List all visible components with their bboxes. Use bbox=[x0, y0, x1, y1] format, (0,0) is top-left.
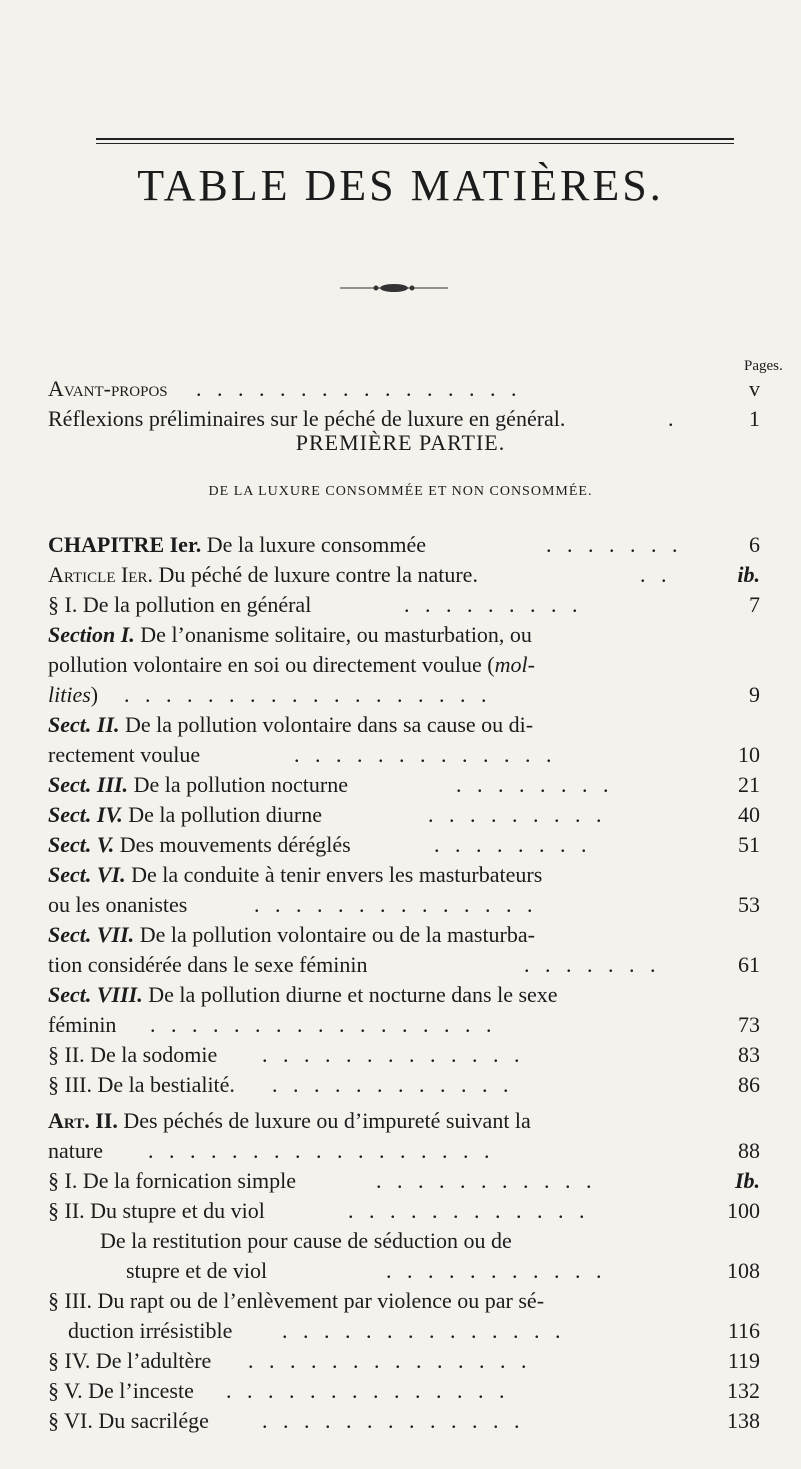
entry-label: Sect. II. bbox=[48, 712, 120, 737]
entry-text: De la luxure consommée bbox=[206, 532, 427, 557]
entry-text-line1: Du rapt ou de l’enlèvement par violence ou par sé- bbox=[97, 1288, 545, 1313]
toc-entry-sect-2[interactable] bbox=[0, 710, 801, 740]
leader-dots: . . . . . . . bbox=[546, 532, 683, 557]
toc-entry-restitution[interactable] bbox=[0, 1226, 801, 1256]
leader-dots: . . . . . . . . . . . . . . . . bbox=[196, 376, 522, 401]
part-title: PREMIÈRE PARTIE. bbox=[295, 430, 506, 455]
toc-entry-s3-bestialite[interactable] bbox=[0, 1070, 801, 1100]
entry-page: 108 bbox=[727, 1258, 760, 1283]
entry-label: Sect. VII. bbox=[48, 922, 135, 947]
entry-text-line1: De la restitution pour cause de séduction ou de bbox=[100, 1228, 512, 1253]
leader-dots: . . . . . . . . . . . . . bbox=[294, 742, 557, 767]
toc-entry-a2-s3-end[interactable] bbox=[0, 1316, 801, 1346]
leader-dots: . . bbox=[640, 562, 672, 587]
page-title: TABLE DES MATIÈRES. bbox=[137, 161, 664, 210]
leader-dots: . . . . . . . . . . . . bbox=[348, 1198, 590, 1223]
toc-entry-sect-8[interactable] bbox=[0, 980, 801, 1010]
toc-entry-a2-s2[interactable] bbox=[0, 1196, 801, 1226]
entry-page: 21 bbox=[738, 772, 760, 797]
entry-text-line2: duction irrésistible bbox=[68, 1318, 233, 1343]
entry-label: Art. II. bbox=[48, 1108, 118, 1133]
entry-page: 119 bbox=[727, 1348, 760, 1373]
leader-dots: . . . . . . . . bbox=[434, 832, 592, 857]
entry-text-line1: De la pollution diurne et nocturne dans le sexe bbox=[148, 982, 558, 1007]
toc-entry-article-1[interactable] bbox=[0, 560, 801, 590]
toc-entry-s1-pollution[interactable] bbox=[0, 590, 801, 620]
entry-text: Des mouvements déréglés bbox=[119, 832, 351, 857]
toc-entry-section-1[interactable] bbox=[0, 620, 801, 650]
entry-text-line1: De la pollution volontaire dans sa cause ou di- bbox=[125, 712, 534, 737]
toc-entry-a2-s5[interactable] bbox=[0, 1376, 801, 1406]
entry-label: § III. bbox=[48, 1288, 92, 1313]
entry-page: 1 bbox=[749, 406, 760, 431]
entry-text-line1: Des péchés de luxure ou d’impureté suivant la bbox=[123, 1108, 531, 1133]
leader-dots: . . . . . . . . . . . . bbox=[272, 1072, 514, 1097]
entry-text: De la pollution nocturne bbox=[133, 772, 349, 797]
entry-page: 138 bbox=[727, 1408, 760, 1433]
ornament-divider-icon bbox=[340, 282, 448, 294]
top-rule bbox=[96, 138, 734, 140]
entry-label: § I. bbox=[48, 592, 78, 617]
entry-page: Ib. bbox=[734, 1168, 760, 1193]
entry-page: 9 bbox=[749, 682, 760, 707]
entry-text-line2: nature bbox=[48, 1138, 103, 1163]
entry-label: Sect. VIII. bbox=[48, 982, 143, 1007]
part-subtitle: DE LA LUXURE CONSOMMÉE ET NON CONSOMMÉE. bbox=[208, 484, 593, 499]
entry-text: De la sodomie bbox=[90, 1042, 218, 1067]
leader-dots: . . . . . . . . . bbox=[428, 802, 607, 827]
toc-entry-sect-6-end[interactable] bbox=[0, 890, 801, 920]
toc-entry-sect-7-end[interactable] bbox=[0, 950, 801, 980]
entry-label: Sect. VI. bbox=[48, 862, 126, 887]
leader-dots: . . . . . . . bbox=[524, 952, 661, 977]
entry-text-line2: ou les onanistes bbox=[48, 892, 188, 917]
entry-label: § V. bbox=[48, 1378, 83, 1403]
entry-page: 88 bbox=[738, 1138, 760, 1163]
entry-text-line2: féminin bbox=[48, 1012, 117, 1037]
entry-page: 86 bbox=[738, 1072, 760, 1097]
entry-label: Article Ier. bbox=[48, 562, 153, 587]
entry-text-line2: tion considérée dans le sexe féminin bbox=[48, 952, 368, 977]
entry-text-line2: rectement voulue bbox=[48, 742, 201, 767]
entry-label: Sect. III. bbox=[48, 772, 129, 797]
entry-text: De la fornication simple bbox=[82, 1168, 297, 1193]
toc-entry-a2-s4[interactable] bbox=[0, 1346, 801, 1376]
leader-dots: . . . . . . . . . bbox=[404, 592, 583, 617]
entry-text-line2: pollution volontaire en soi ou directement voulue (mol- bbox=[48, 652, 535, 677]
entry-text-line2: stupre et de viol bbox=[126, 1258, 268, 1283]
entry-label: § VI. bbox=[48, 1408, 93, 1433]
entry-page: 100 bbox=[727, 1198, 760, 1223]
toc-entry-sect-6[interactable] bbox=[0, 860, 801, 890]
toc-entry-a2-s6[interactable] bbox=[0, 1406, 801, 1436]
entry-label: Sect. V. bbox=[48, 832, 115, 857]
toc-entry-art-2-end[interactable] bbox=[0, 1136, 801, 1166]
entry-text: De la pollution diurne bbox=[128, 802, 322, 827]
entry-text: De l’adultère bbox=[95, 1348, 212, 1373]
entry-page: ib. bbox=[737, 562, 760, 587]
leader-dots: . . . . . . . . . . . . . . . . . bbox=[148, 1138, 495, 1163]
entry-label: § IV. bbox=[48, 1348, 91, 1373]
leader-dots: . . . . . . . . . . . . . . . . . . bbox=[124, 682, 492, 707]
entry-text: De l’inceste bbox=[88, 1378, 194, 1403]
toc-entry-chapitre-1[interactable] bbox=[0, 530, 801, 560]
toc-entry-sect-3[interactable] bbox=[0, 770, 801, 800]
entry-text-line1: De la conduite à tenir envers les masturbateurs bbox=[131, 862, 543, 887]
leader-dots: . . . . . . . . . . . bbox=[386, 1258, 607, 1283]
entry-text: De la pollution en général bbox=[82, 592, 312, 617]
entry-page: 73 bbox=[738, 1012, 760, 1037]
entry-label: § III. bbox=[48, 1072, 92, 1097]
entry-page: v bbox=[749, 376, 760, 401]
entry-page: 40 bbox=[738, 802, 760, 827]
entry-page: 116 bbox=[727, 1318, 760, 1343]
entry-label: Sect. IV. bbox=[48, 802, 123, 827]
leader-dots: . . . . . . . . . . . . . . bbox=[254, 892, 538, 917]
entry-text: Du sacrilége bbox=[98, 1408, 209, 1433]
leader-dots: . . . . . . . . . . . . . . . . . bbox=[150, 1012, 497, 1037]
leader-dots: . . . . . . . . . . . . . . bbox=[226, 1378, 510, 1403]
entry-label: Section I. bbox=[48, 622, 135, 647]
entry-text-line1: De la pollution volontaire ou de la masturba- bbox=[139, 922, 535, 947]
leader-dots: . . . . . . . . . . . bbox=[376, 1168, 597, 1193]
entry-page: 53 bbox=[738, 892, 760, 917]
leader-dots: . . . . . . . . . . . . . . bbox=[282, 1318, 566, 1343]
entry-text-line3: lities bbox=[48, 682, 91, 707]
entry-text: Avant-propos bbox=[48, 376, 168, 401]
entry-label: CHAPITRE Ier. bbox=[48, 532, 202, 557]
leader-dots: . . . . . . . . bbox=[456, 772, 614, 797]
leader-dots: . . . . . . . . . . . . . . bbox=[248, 1348, 532, 1373]
entry-text: Du stupre et du viol bbox=[90, 1198, 265, 1223]
entry-page: 61 bbox=[738, 952, 760, 977]
toc-entry-art-2[interactable] bbox=[0, 1106, 801, 1136]
toc-entry-sect-8-end[interactable] bbox=[0, 1010, 801, 1040]
entry-page: 132 bbox=[727, 1378, 760, 1403]
toc-entry-sect-7[interactable] bbox=[0, 920, 801, 950]
leader-dots: . bbox=[668, 406, 679, 431]
leader-dots: . . . . . . . . . . . . . bbox=[262, 1042, 525, 1067]
toc-entry-sect-2-end[interactable] bbox=[0, 740, 801, 770]
entry-label: § II. bbox=[48, 1198, 85, 1223]
toc-entry-a2-s1[interactable] bbox=[0, 1166, 801, 1196]
entry-page: 10 bbox=[738, 742, 760, 767]
toc-entry-restitution-end[interactable] bbox=[0, 1256, 801, 1286]
entry-text: Réflexions préliminaires sur le péché de luxure en général. bbox=[48, 406, 566, 431]
entry-label: § II. bbox=[48, 1042, 85, 1067]
top-rule-thin bbox=[96, 143, 734, 144]
entry-page: 6 bbox=[749, 532, 760, 557]
entry-text: De la bestialité. bbox=[97, 1072, 235, 1097]
entry-text: Du péché de luxure contre la nature. bbox=[158, 562, 478, 587]
entry-page: 7 bbox=[749, 592, 760, 617]
toc-entry-sect-5[interactable] bbox=[0, 830, 801, 860]
toc-entry-avant-propos[interactable] bbox=[0, 374, 801, 404]
leader-dots: . . . . . . . . . . . . . bbox=[262, 1408, 525, 1433]
toc-entry-a2-s3[interactable] bbox=[0, 1286, 801, 1316]
entry-text-line1: De l’onanisme solitaire, ou masturbation, ou bbox=[140, 622, 532, 647]
entry-label: § I. bbox=[48, 1168, 78, 1193]
entry-page: 83 bbox=[738, 1042, 760, 1067]
pages-column-label: Pages. bbox=[744, 358, 783, 374]
toc-entry-section-1-end[interactable]: lities) . . . . . . . . . . . . . . . . . . 9 bbox=[0, 680, 801, 710]
toc-entry-sect-4[interactable] bbox=[0, 800, 801, 830]
toc-entry-s2-sodomie[interactable] bbox=[0, 1040, 801, 1070]
entry-page: 51 bbox=[738, 832, 760, 857]
